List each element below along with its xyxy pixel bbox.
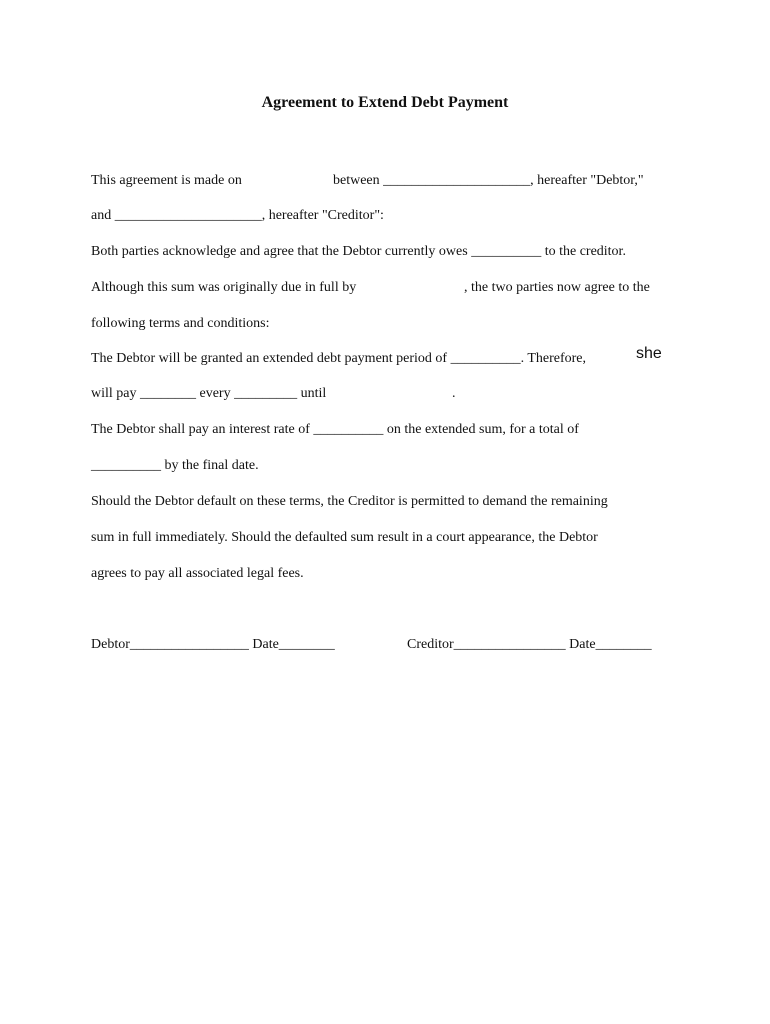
debtor-signature-line: Debtor_________________ Date________ <box>91 637 335 652</box>
default-clause-line-3: agrees to pay all associated legal fees. <box>91 566 304 581</box>
agree-terms-text: , the two parties now agree to the <box>464 280 650 295</box>
agreement-date-label: This agreement is made on <box>91 173 242 188</box>
default-clause-line-1: Should the Debtor default on these terms, the Creditor is permitted to demand the remaining <box>91 494 608 509</box>
extended-period-line: The Debtor will be granted an extended debt payment period of __________. Therefore, <box>91 351 587 366</box>
default-clause-line-2: sum in full immediately. Should the defaulted sum result in a court appearance, the Debtor <box>91 530 598 545</box>
creditor-signature-line: Creditor________________ Date________ <box>407 637 652 652</box>
terms-intro-line: following terms and conditions: <box>91 316 270 331</box>
payment-schedule-end: . <box>452 386 456 401</box>
total-amount-line: __________ by the final date. <box>91 458 259 473</box>
creditor-line: and _____________________, hereafter "Creditor": <box>91 208 384 223</box>
debtor-line: between _____________________, hereafter "Debtor," <box>333 173 644 188</box>
pronoun-field: she <box>636 345 662 362</box>
amount-owed-line: Both parties acknowledge and agree that the Debtor currently owes __________ to the creditor. <box>91 244 626 259</box>
document-title: Agreement to Extend Debt Payment <box>261 94 509 111</box>
interest-rate-line: The Debtor shall pay an interest rate of __________ on the extended sum, for a total of <box>91 422 579 437</box>
payment-schedule-line: will pay ________ every _________ until <box>91 386 327 401</box>
original-due-label: Although this sum was originally due in full by <box>91 280 357 295</box>
